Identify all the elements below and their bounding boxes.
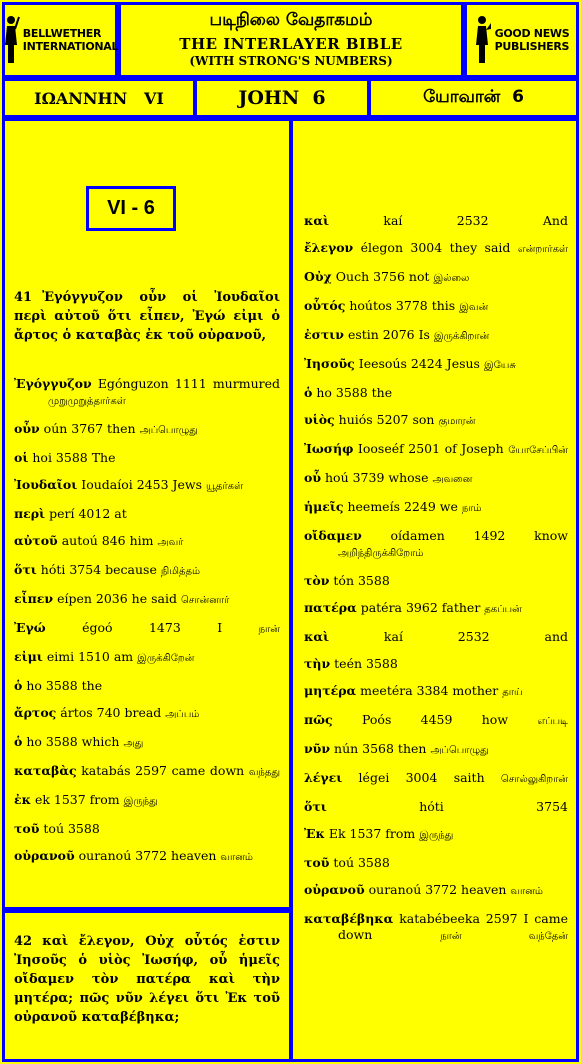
greek-word: ἡμεῖς <box>304 499 344 514</box>
translit-strong-gloss: huiós 5207 son <box>338 412 435 427</box>
tamil-gloss: அவர் <box>157 537 184 548</box>
greek-word: τὴν <box>304 656 331 671</box>
right-word-list <box>304 213 568 956</box>
greek-word: ἄρτος <box>14 705 57 720</box>
translit-strong-gloss: ouranoú 3772 heaven <box>78 848 217 863</box>
translit-strong-gloss: Ioudaíoi 2453 Jews <box>81 477 203 492</box>
greek-word: οὗ <box>304 470 322 485</box>
tamil-gloss: வானம் <box>220 852 253 863</box>
word-entry <box>14 421 280 439</box>
greek-word: λέγει <box>304 770 343 785</box>
word-entry <box>304 269 568 287</box>
greek-word: ἔλεγον <box>304 240 354 255</box>
tamil-gloss: குமாரன் <box>438 416 476 427</box>
translit-strong-gloss: ek 1537 from <box>34 792 120 807</box>
word-entry <box>14 450 280 466</box>
word-entry <box>304 573 568 589</box>
translit-strong-gloss: ouranoú 3772 heaven <box>368 882 507 897</box>
translit-strong-gloss: autoú 846 him <box>61 533 154 548</box>
ref-greek <box>2 78 196 118</box>
word-entry <box>14 763 280 781</box>
translit-strong-gloss: kaí 2532 and <box>383 629 568 644</box>
tamil-gloss: அது <box>123 738 144 749</box>
translit-strong-gloss: perí 4012 at <box>49 506 127 521</box>
word-entry <box>304 683 568 701</box>
translit-strong-gloss: katabás 2597 came down <box>81 763 245 778</box>
ref-english-text: JOHN 6 <box>238 87 326 109</box>
tamil-gloss: இல்லை <box>433 273 470 284</box>
ref-tamil-text: யோவான் 6 <box>423 87 524 107</box>
word-entry <box>304 385 568 401</box>
tamil-gloss: இவன் <box>459 302 489 313</box>
greek-word: οἱ <box>14 450 29 465</box>
word-entry <box>304 826 568 844</box>
translit-strong-gloss: teén 3588 <box>334 656 398 671</box>
translit-strong-gloss: Egónguzon 1111 murmured <box>97 376 280 391</box>
tamil-gloss: என்றார்கள் <box>517 244 568 255</box>
ref-english <box>194 78 370 118</box>
ref-tamil <box>368 78 579 118</box>
greek-word: καὶ <box>304 213 330 228</box>
greek-word: μητέρα <box>304 683 357 698</box>
word-entry <box>304 528 568 562</box>
translit-strong-gloss: Iooseéf 2501 of Joseph <box>357 441 504 456</box>
word-entry <box>14 562 280 580</box>
greek-word: καὶ <box>304 629 330 644</box>
word-entry <box>304 356 568 374</box>
translit-strong-gloss: oídamen 1492 know <box>390 528 568 543</box>
word-entry <box>304 213 568 229</box>
greek-word: ὁ <box>14 678 23 693</box>
greek-word: Ἰησοῦς <box>304 356 355 371</box>
translit-strong-gloss: tón 3588 <box>333 573 390 588</box>
bell-ringer-icon <box>2 15 20 65</box>
tamil-gloss: யோசேப்பின் <box>508 445 568 456</box>
greek-word: Ἐγώ <box>14 620 46 635</box>
word-entry <box>14 477 280 495</box>
translit-strong-gloss: Poós 4459 how <box>361 712 509 727</box>
word-entry <box>304 499 568 517</box>
word-entry <box>304 240 568 258</box>
word-entry <box>304 470 568 488</box>
translit-strong-gloss: meetéra 3384 mother <box>360 683 499 698</box>
word-entry <box>304 770 568 788</box>
greek-word: καταβέβηκα <box>304 911 394 926</box>
greek-word: ὅτι <box>304 799 327 814</box>
word-entry <box>14 848 280 866</box>
word-entry <box>14 591 280 609</box>
word-entry <box>304 600 568 618</box>
translit-strong-gloss: eípen 2036 he said <box>57 591 177 606</box>
translit-strong-gloss: hoú 3739 whose <box>325 470 429 485</box>
word-entry <box>14 620 280 638</box>
translit-strong-gloss: ho 3588 the <box>316 385 393 400</box>
greek-word: καταβὰς <box>14 763 77 778</box>
tamil-gloss: முறுமுறுத்தார்கள் <box>48 396 126 407</box>
greek-word: περὶ <box>14 506 46 521</box>
logo-line2: INTERNATIONAL <box>22 40 119 53</box>
word-entry <box>304 629 568 645</box>
logo-line1: BELLWETHER <box>22 27 102 40</box>
tamil-gloss: வந்தது <box>248 767 280 778</box>
word-entry <box>14 533 280 551</box>
greek-word: οὐρανοῦ <box>14 848 75 863</box>
word-entry <box>304 656 568 672</box>
herald-icon <box>474 15 492 65</box>
title-subtitle: (WITH STRONG'S NUMBERS) <box>189 54 393 68</box>
greek-word: Ἐγόγγυζον <box>14 376 92 391</box>
translit-strong-gloss: Ek 1537 from <box>328 826 416 841</box>
tamil-gloss: இருந்து <box>419 830 454 841</box>
logo-line1: GOOD NEWS <box>494 27 570 40</box>
greek-word: Ἰωσήφ <box>304 441 354 456</box>
tamil-gloss: வானம் <box>510 886 543 897</box>
tamil-gloss: அப்பம் <box>165 709 200 720</box>
verse-text: καὶ ἔλεγον, Οὐχ οὗτός ἐστιν Ἰησοῦς ὁ υἱὸς Ἰωσήφ, οὗ ἡμεῖς οἴδαμεν τὸν πατέρα καὶ τὴν μητέρα; πῶς νῦν λέγει ὅτι Ἐκ τοῦ οὐρανοῦ καταβέβηκα; <box>14 934 280 1025</box>
word-entry <box>304 882 568 900</box>
word-entry <box>304 441 568 459</box>
bellwether-logo <box>2 2 118 78</box>
tamil-gloss: இருக்கிறான் <box>433 331 490 342</box>
translit-strong-gloss: Ouch 3756 not <box>335 269 430 284</box>
translit-strong-gloss: égoó 1473 I <box>82 620 223 635</box>
word-entry <box>14 506 280 522</box>
translit-strong-gloss: eimi 1510 am <box>46 649 134 664</box>
greek-word: τοῦ <box>304 855 330 870</box>
greek-word: ὅτι <box>14 562 37 577</box>
word-entry <box>304 855 568 871</box>
tamil-gloss: தகப்பன் <box>484 604 522 615</box>
greek-word: εἰμι <box>14 649 43 664</box>
translit-strong-gloss: patéra 3962 father <box>360 600 481 615</box>
good-news-logo <box>464 2 579 78</box>
word-entry <box>14 376 280 410</box>
title-box <box>118 2 464 78</box>
word-entry <box>14 792 280 810</box>
title-english: THE INTERLAYER BIBLE <box>179 35 403 53</box>
greek-word: ἐκ <box>14 792 31 807</box>
translit-strong-gloss: oún 3767 then <box>43 421 136 436</box>
tamil-gloss: நிமித்தம் <box>160 566 201 577</box>
greek-word: ἐστιν <box>304 327 344 342</box>
greek-word: Οὐχ <box>304 269 332 284</box>
tamil-gloss: தாய் <box>502 687 523 698</box>
word-entry <box>304 298 568 316</box>
translit-strong-gloss: légei 3004 saith <box>358 770 485 785</box>
translit-strong-gloss: toú 3588 <box>43 821 100 836</box>
translit-strong-gloss: hoútos 3778 this <box>349 298 456 313</box>
tamil-gloss: சொல்லுகிறான் <box>500 774 568 785</box>
translit-strong-gloss: ártos 740 bread <box>60 705 162 720</box>
tamil-gloss: நான் <box>258 624 280 635</box>
greek-word: εἶπεν <box>14 591 54 606</box>
tamil-gloss: நான் வந்தேன் <box>440 931 568 942</box>
greek-word: οὗτός <box>304 298 346 313</box>
translit-strong-gloss: nún 3568 then <box>334 741 427 756</box>
greek-word: Ἐκ <box>304 826 325 841</box>
translit-strong-gloss: heemeís 2249 we <box>347 499 458 514</box>
translit-strong-gloss: hóti 3754 <box>419 799 568 814</box>
word-entry <box>304 412 568 430</box>
greek-word: αὐτοῦ <box>14 533 58 548</box>
word-entry <box>304 712 568 730</box>
greek-word: ὁ <box>14 734 23 749</box>
translit-strong-gloss: estin 2076 Is <box>347 327 430 342</box>
greek-word: υἱὸς <box>304 412 335 427</box>
word-entry <box>14 734 280 752</box>
chapter-label: VI - 6 <box>86 186 176 231</box>
greek-word: πῶς <box>304 712 333 727</box>
tamil-gloss: அப்பொழுது <box>430 745 489 756</box>
tamil-gloss: அறிந்திருக்கிறோம் <box>338 548 424 559</box>
word-entry <box>14 705 280 723</box>
verse-number: 41 <box>14 290 33 305</box>
verse-number: 42 <box>14 934 33 949</box>
translit-strong-gloss: toú 3588 <box>333 855 390 870</box>
greek-word: οὐρανοῦ <box>304 882 365 897</box>
greek-word: οἴδαμεν <box>304 528 362 543</box>
verse-text: Ἐγόγγυζον οὖν οἱ Ἰουδαῖοι περὶ αὐτοῦ ὅτι εἶπεν, Ἐγώ εἰμι ὁ ἄρτος ὁ καταβὰς ἐκ τοῦ οὐρανοῦ, <box>14 290 280 343</box>
word-entry <box>304 327 568 345</box>
greek-word: πατέρα <box>304 600 357 615</box>
tamil-gloss: இயேசு <box>483 360 516 371</box>
translit-strong-gloss: katabébeeka 2597 I came down <box>338 911 568 942</box>
greek-word: ὁ <box>304 385 313 400</box>
word-entry <box>14 678 280 694</box>
word-entry <box>304 911 568 945</box>
word-entry <box>304 799 568 815</box>
tamil-gloss: சொன்னார் <box>180 595 230 606</box>
translit-strong-gloss: hoi 3588 The <box>32 450 116 465</box>
word-entry <box>304 741 568 759</box>
translit-strong-gloss: ho 3588 which <box>26 734 120 749</box>
greek-word: Ἰουδαῖοι <box>14 477 78 492</box>
verse-41 <box>14 288 280 345</box>
logo-line2: PUBLISHERS <box>494 40 570 53</box>
greek-word: τὸν <box>304 573 330 588</box>
translit-strong-gloss: Ieesoús 2424 Jesus <box>358 356 480 371</box>
tamil-gloss: எப்படி <box>537 716 569 727</box>
left-word-list <box>14 376 280 877</box>
word-entry <box>14 649 280 667</box>
translit-strong-gloss: élegon 3004 they said <box>360 240 511 255</box>
greek-word: τοῦ <box>14 821 40 836</box>
tamil-gloss: நாம் <box>461 503 482 514</box>
word-entry <box>14 821 280 837</box>
title-tamil: படிநிலை வேதாகமம் <box>209 10 373 30</box>
translit-strong-gloss: kaí 2532 And <box>383 213 568 228</box>
tamil-gloss: இருக்கிறேன் <box>137 653 195 664</box>
tamil-gloss: அப்பொழுது <box>139 425 198 436</box>
tamil-gloss: அவனை <box>432 474 473 485</box>
tamil-gloss: யூதர்கள் <box>206 481 244 492</box>
verse-42 <box>14 932 280 1027</box>
translit-strong-gloss: hóti 3754 because <box>40 562 157 577</box>
translit-strong-gloss: ho 3588 the <box>26 678 103 693</box>
greek-word: νῦν <box>304 741 331 756</box>
tamil-gloss: இருந்து <box>123 796 158 807</box>
greek-word: οὖν <box>14 421 40 436</box>
ref-greek-text: ΙΩΑΝΝΗΝ VI <box>34 88 164 108</box>
